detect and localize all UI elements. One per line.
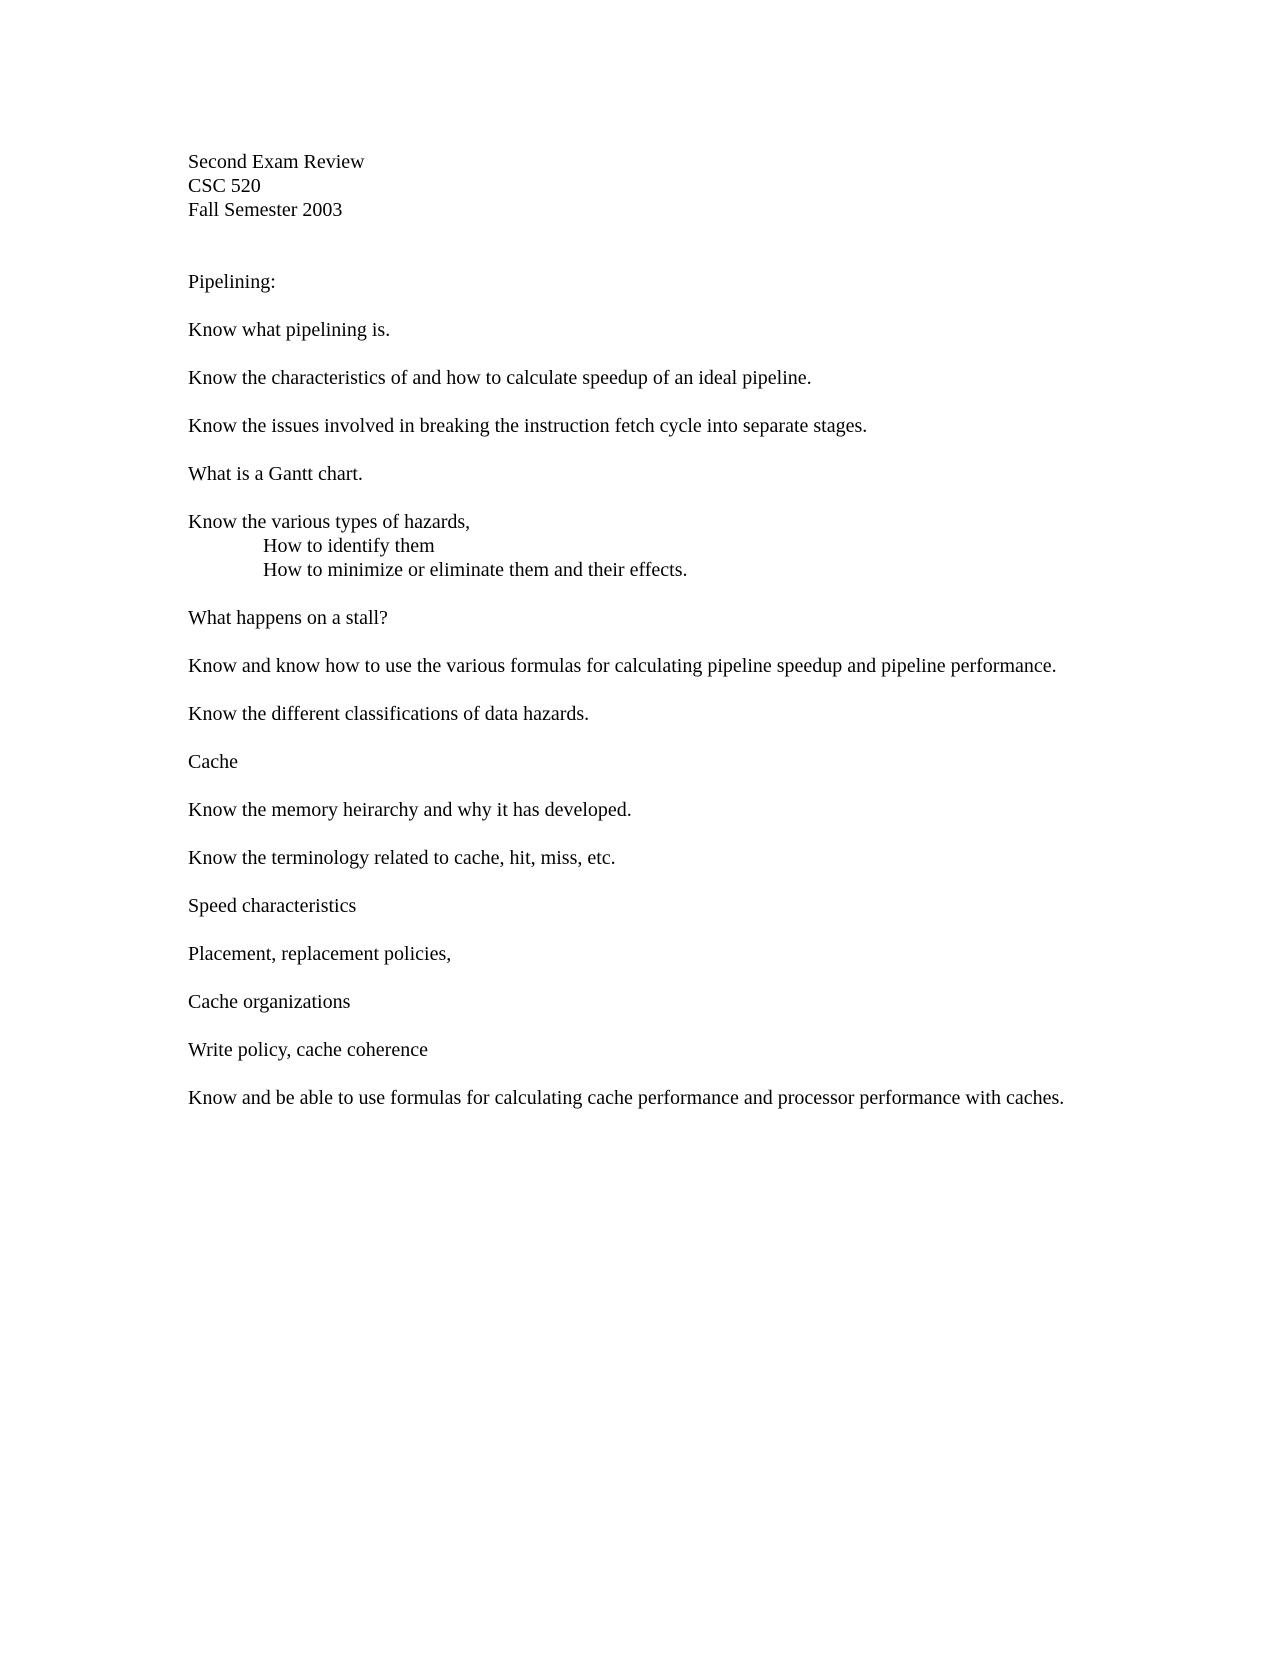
cache-item: Placement, replacement policies, bbox=[188, 943, 452, 965]
hazard-subitem: How to identify them bbox=[263, 535, 435, 557]
cache-item: Know the terminology related to cache, hit, miss, etc. bbox=[188, 847, 616, 869]
hazard-subitem: How to minimize or eliminate them and their effects. bbox=[263, 559, 688, 581]
pipelining-item: Know the various types of hazards, bbox=[188, 511, 471, 533]
cache-item: Cache organizations bbox=[188, 991, 351, 1013]
cache-item: Write policy, cache coherence bbox=[188, 1039, 428, 1061]
cache-heading: Cache bbox=[188, 751, 238, 773]
course-code: CSC 520 bbox=[188, 175, 261, 197]
pipelining-item: What is a Gantt chart. bbox=[188, 463, 363, 485]
semester: Fall Semester 2003 bbox=[188, 199, 343, 221]
pipelining-item: Know and know how to use the various formulas for calculating pipeline speedup and pipeline performance. bbox=[188, 655, 1057, 677]
cache-item: Know and be able to use formulas for calculating cache performance and processor performance with caches. bbox=[188, 1087, 1065, 1109]
pipelining-item: Know what pipelining is. bbox=[188, 319, 391, 341]
cache-item: Know the memory heirarchy and why it has developed. bbox=[188, 799, 632, 821]
pipelining-item: Know the characteristics of and how to calculate speedup of an ideal pipeline. bbox=[188, 367, 812, 389]
cache-item: Speed characteristics bbox=[188, 895, 357, 917]
document-title: Second Exam Review bbox=[188, 151, 365, 173]
pipelining-item: Know the different classifications of data hazards. bbox=[188, 703, 590, 725]
pipelining-heading: Pipelining: bbox=[188, 271, 276, 293]
document-body bbox=[188, 150, 1068, 1110]
pipelining-item: Know the issues involved in breaking the instruction fetch cycle into separate stages. bbox=[188, 415, 868, 437]
pipelining-item: What happens on a stall? bbox=[188, 607, 388, 629]
